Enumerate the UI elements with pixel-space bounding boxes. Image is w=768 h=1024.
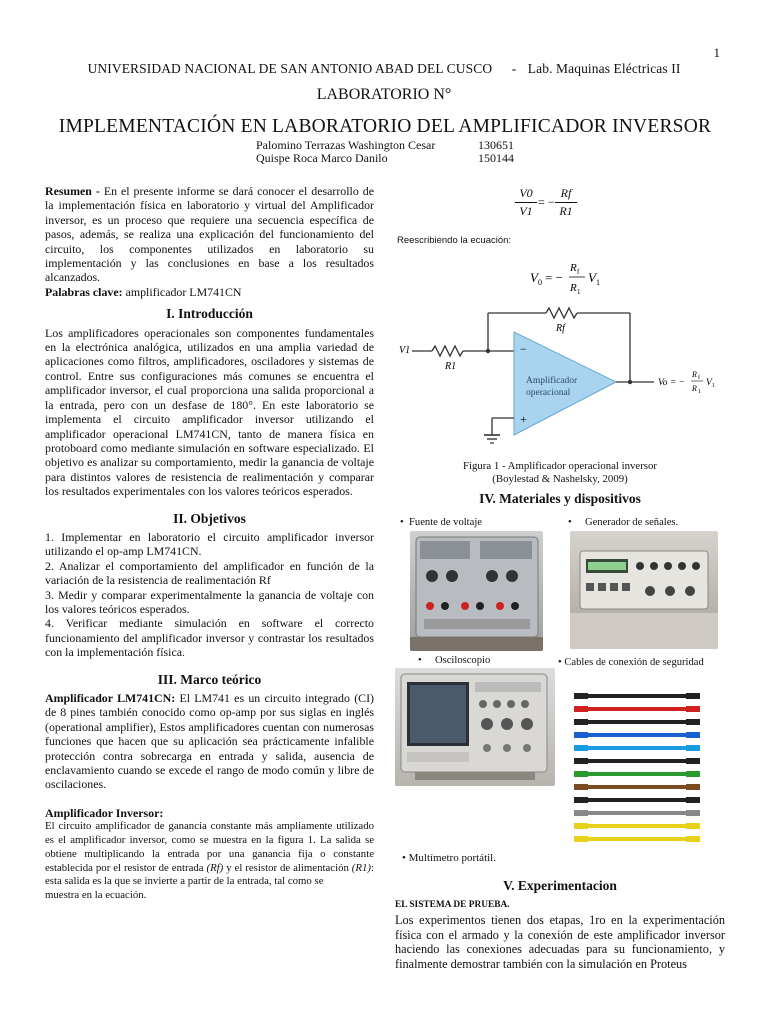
cable-plug bbox=[686, 823, 700, 829]
material-label: Cables de conexión de seguridad bbox=[564, 657, 704, 668]
cable-plug bbox=[574, 784, 588, 790]
section-heading-objectives: II. Objetivos bbox=[173, 510, 246, 526]
lab-title: LABORATORIO N° bbox=[316, 86, 452, 103]
objective-item: 1. Implementar en laboratorio el circuito amplificador inversor utilizando el op-amp LM741CN. bbox=[45, 529, 374, 559]
inverter-heading: Amplificador Inversor: bbox=[45, 805, 164, 820]
eq1-den-right: R1 bbox=[559, 204, 573, 218]
material-item-multimeter: • Multímetro portátil. bbox=[402, 852, 496, 864]
experiment-text: Los experimentos tienen dos etapas, 1ro en la experimentación física con el armado y la conexión de este amplificador inversor haciendo las conexiones adecuadas para su funcionamiento, y finalmente demostrar también con la simulación en Proteus bbox=[395, 913, 725, 971]
cable-plug bbox=[574, 836, 588, 842]
page-title: IMPLEMENTACIÓN EN LABORATORIO DEL AMPLIFICADOR INVERSOR bbox=[58, 116, 712, 137]
svg-text:1: 1 bbox=[596, 278, 600, 287]
v1-label: V1 bbox=[399, 345, 411, 356]
cable-plug bbox=[574, 810, 588, 816]
svg-text:1: 1 bbox=[698, 389, 701, 395]
inverter-text: y el resistor de alimentación bbox=[226, 861, 349, 874]
keywords bbox=[45, 285, 374, 299]
cable-plug bbox=[686, 784, 700, 790]
cable-plug bbox=[686, 693, 700, 699]
material-label: Fuente de voltaje bbox=[409, 517, 482, 528]
eq2-text: V0 = − (Rf / R1) V1 bbox=[530, 268, 539, 269]
author-name: Palomino Terrazas Washington Cesar bbox=[256, 138, 436, 152]
r1-label: R1 bbox=[445, 361, 457, 372]
section-heading-theory: III. Marco teórico bbox=[157, 671, 262, 687]
lm741-label: Amplificador LM741CN: bbox=[45, 691, 176, 705]
author-row bbox=[256, 152, 514, 165]
keywords-label: Palabras clave: bbox=[45, 284, 123, 299]
left-column bbox=[45, 184, 374, 903]
authors-block bbox=[256, 139, 514, 165]
svg-text:R: R bbox=[570, 282, 577, 294]
svg-text:R: R bbox=[692, 384, 697, 393]
page-number: 1 bbox=[713, 45, 720, 60]
svg-text:f: f bbox=[698, 375, 700, 381]
cable-plug bbox=[574, 745, 588, 751]
svg-text:R: R bbox=[692, 370, 697, 379]
equation-output bbox=[530, 258, 640, 298]
minus-label: − bbox=[520, 342, 527, 356]
cable-plug bbox=[574, 758, 588, 764]
cable-plug bbox=[686, 706, 700, 712]
material-item-oscilloscope: • Osciloscopio bbox=[418, 655, 491, 666]
author-name: Quispe Roca Marco Danilo bbox=[256, 151, 388, 165]
figure-1-circuit bbox=[396, 305, 726, 455]
cable-plug bbox=[574, 771, 588, 777]
svg-text:1: 1 bbox=[577, 288, 581, 296]
svg-text:V: V bbox=[588, 270, 596, 285]
oscilloscope-photo bbox=[395, 668, 555, 786]
keywords-text: amplificador LM741CN bbox=[122, 284, 242, 299]
header-university: UNIVERSIDAD NACIONAL DE SAN ANTONIO ABAD DEL CUSCO bbox=[87, 61, 493, 76]
figure-1-caption bbox=[395, 460, 725, 486]
inverter-text-end: muestra en la ecuación. bbox=[45, 889, 147, 902]
signal-generator-photo bbox=[570, 531, 718, 649]
cable-plug bbox=[574, 823, 588, 829]
header-course: Lab. Maquinas Eléctricas II bbox=[527, 61, 681, 76]
svg-text:0: 0 bbox=[538, 278, 542, 287]
introduction-text: Los amplificadores operacionales son componentes fundamentales en la electrónica analógica, utilizados en una amplia variedad de aplicaciones como filtros, amplificadores, osciladores y sistemas de control. Entre sus configuraciones más comunes se encuentra el amplificador inversor, el cual proporciona una salida proporcional a la entrada, pero con un desfase de 180°. En este laboratorio se implementa el circuito amplificador inversor utilizando el amplificador operacional LM741CN, tanto de manera física en protoboard como mediante simulación en software especializado. El objetivo es analizar su comportamiento, medir la ganancia de voltaje para distintos valores de resistencia de realimentación y comparar los resultados experimentales con los valores teóricos esperados. bbox=[45, 325, 374, 499]
power-supply-photo bbox=[410, 531, 543, 651]
equation-gain bbox=[505, 186, 585, 228]
cable-plug bbox=[686, 797, 700, 803]
vo-label: Vo = − bbox=[658, 378, 686, 388]
cable-plug bbox=[574, 706, 588, 712]
header-separator: - bbox=[511, 61, 517, 76]
author-code: 130651 bbox=[478, 138, 514, 152]
inverter-r1: (R1) bbox=[348, 861, 371, 874]
svg-text:V: V bbox=[530, 270, 538, 285]
plus-label: + bbox=[520, 412, 527, 426]
material-item-cables: • Cables de conexión de seguridad bbox=[558, 657, 704, 668]
svg-text:R: R bbox=[570, 262, 577, 274]
cable-plug bbox=[686, 732, 700, 738]
section-heading-experiment: V. Experimentacion bbox=[503, 878, 617, 893]
cables-photo bbox=[566, 688, 716, 852]
amp-label-2: operacional bbox=[526, 388, 571, 398]
cable-plug bbox=[686, 836, 700, 842]
material-label: Osciloscopio bbox=[434, 655, 491, 666]
rf-label: Rf bbox=[556, 323, 565, 334]
section-heading-introduction: I. Introducción bbox=[166, 306, 253, 322]
cable-plug bbox=[574, 797, 588, 803]
eq1-num-left: V0 bbox=[519, 186, 533, 200]
cable-plug bbox=[686, 758, 700, 764]
material-item-signal-generator: • Generador de señales. bbox=[568, 517, 679, 528]
abstract-text: En el presente informe se dará conocer el desarrollo de la implementación física en laboratorio y virtual del Amplificador inversor, es un proceso que requiere una secuencia específica de pasos, además, se realiza una explicación del funcionamiento del circuito, los componentes utilizados en laboratorio su implementación y las conclusiones en base a los resultados alcanzados. bbox=[45, 184, 374, 285]
experiment-subheading: EL SISTEMA DE PRUEBA. bbox=[395, 900, 510, 910]
svg-text:V: V bbox=[706, 378, 712, 388]
material-label: Multímetro portátil. bbox=[408, 852, 496, 864]
eq1-equals: = − bbox=[538, 195, 555, 209]
lm741-paragraph bbox=[45, 691, 374, 792]
objective-item: 3. Medir y comparar experimentalmente la ganancia de voltaje con los valores teóricos esperados. bbox=[45, 587, 374, 616]
cable-plug bbox=[574, 732, 588, 738]
objective-item: 4. Verificar mediante simulación en software el correcto funcionamiento del amplificador inversor y contrastar los resultados con la implementación física. bbox=[45, 616, 374, 660]
inverter-text: El circuito amplificador de ganancia constante más ampliamente utilizado es el amplificador inversor, como se muestra en la figura 1. La salida se obtiene multiplicando la entrada por una ganancia fija o constante establecida por el resistor de entrada bbox=[45, 820, 374, 874]
cable-plug bbox=[686, 810, 700, 816]
eq1-num-right: Rf bbox=[560, 186, 572, 200]
abstract bbox=[45, 184, 374, 285]
cable-plug bbox=[686, 719, 700, 725]
section-heading-materials: IV. Materiales y dispositivos bbox=[479, 491, 641, 506]
eq1-den-left: V1 bbox=[519, 204, 533, 218]
inverter-paragraph bbox=[45, 820, 374, 889]
amp-label-1: Amplificador bbox=[526, 376, 578, 386]
author-code: 150144 bbox=[478, 151, 514, 165]
cable-plug bbox=[686, 771, 700, 777]
material-item-power-supply: • Fuente de voltaje bbox=[400, 517, 482, 528]
cable-plug bbox=[574, 719, 588, 725]
caption-line: Figura 1 - Amplificador operacional inversor bbox=[463, 460, 657, 472]
lm741-text: El LM741 es un circuito integrado (CI) de 8 pines también conocido como op-amp por sus siglas en inglés (operational amplifier), Estos amplificadores cuentan con numerosas funciones que hacen que su aplicación sea prácticamente infalible protección contra sobrecarga en entrada y salida, ausencia de enclavamiento cuando se excede el rango de modo común y libre de oscilaciones. bbox=[45, 691, 375, 792]
running-header bbox=[0, 61, 768, 77]
abstract-label: Resumen - bbox=[45, 184, 100, 198]
cable-plug bbox=[686, 745, 700, 751]
material-label: Generador de señales. bbox=[584, 517, 679, 528]
caption-source: (Boylestad & Nashelsky, 2009) bbox=[492, 473, 628, 485]
inverter-text: : esta salida es la que se invierte a partir de la entrada, tal como se bbox=[45, 861, 374, 888]
rewrite-label: Reescribiendo la ecuación: bbox=[397, 235, 512, 246]
svg-text:1: 1 bbox=[712, 383, 715, 389]
objective-item: 2. Analizar el comportamiento del amplificador en función de la variación de la resistencia de realimentación Rf bbox=[45, 558, 374, 588]
svg-text:= −: = − bbox=[545, 270, 563, 285]
inverter-rf: (Rf) bbox=[203, 861, 227, 874]
cable-plug bbox=[574, 693, 588, 699]
svg-text:f: f bbox=[577, 268, 580, 276]
